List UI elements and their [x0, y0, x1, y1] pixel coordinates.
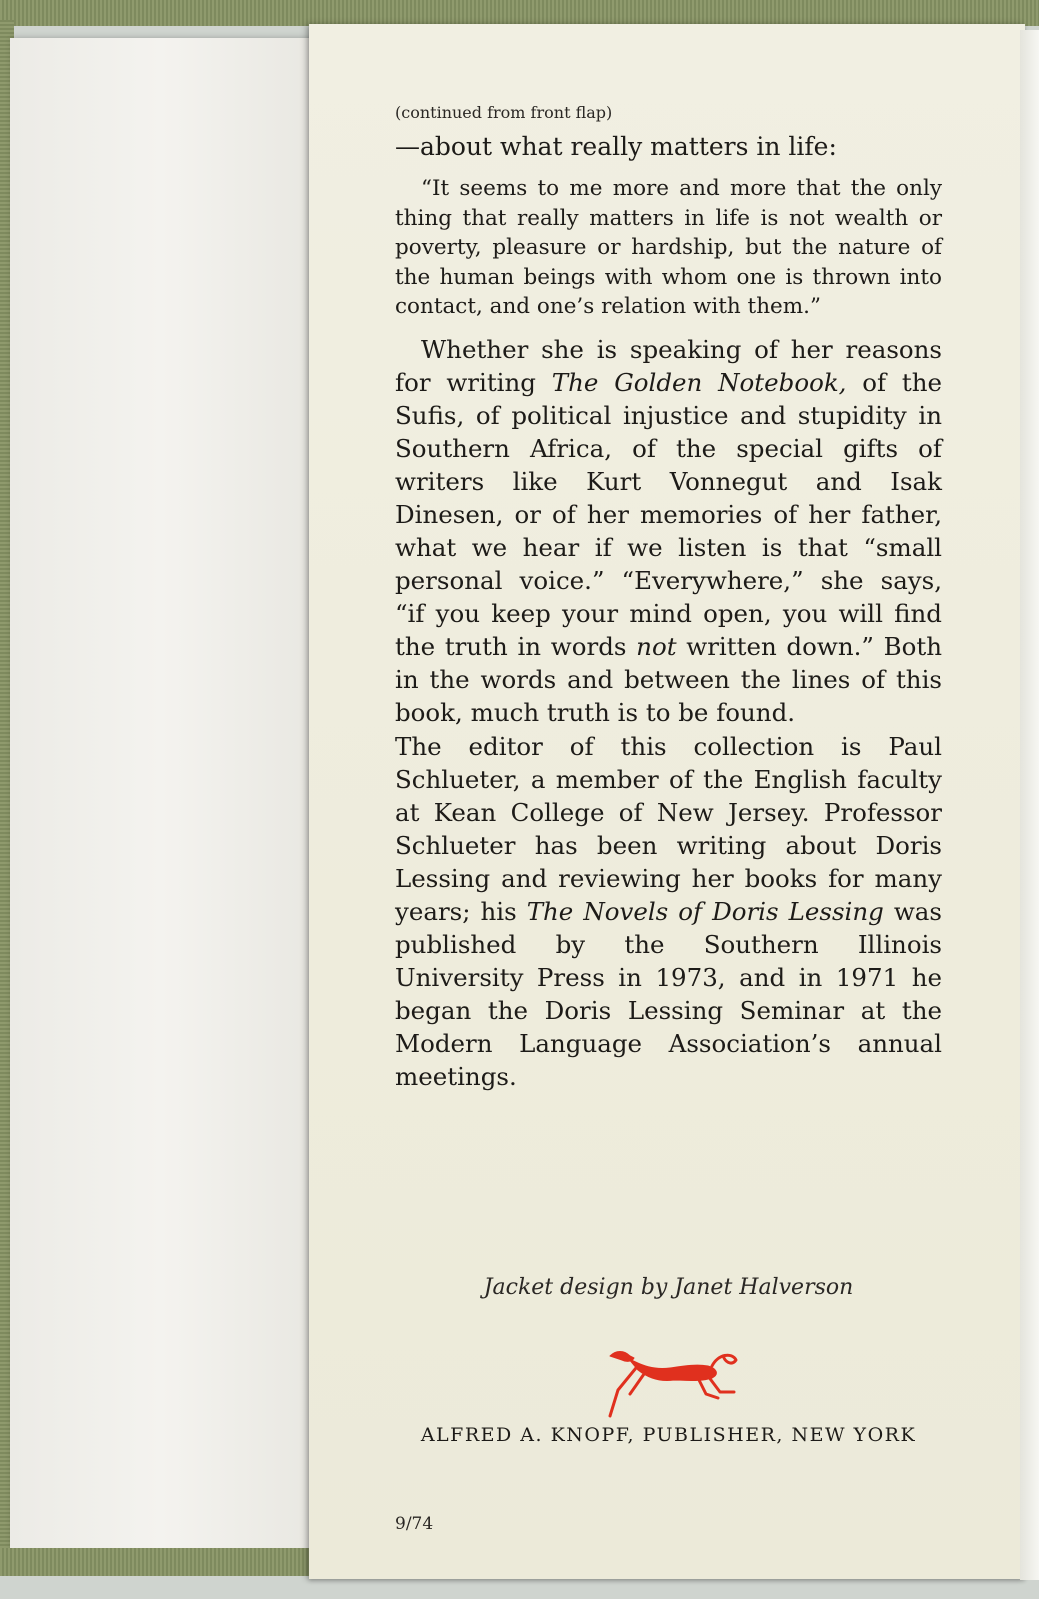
summary-text-3: written down.” Both in the words and between the lines of this book, much truth is to be found. — [395, 632, 942, 727]
book-cloth-top — [0, 0, 1039, 26]
editor-text-1: The editor of this collection is Paul Schlueter, a member of the English faculty at Kean College of New Jersey. Professor Schlueter has been writing about Doris Lessing and reviewing her books for many years; his — [395, 732, 942, 926]
editor-text-2: was published by the Southern Illinois University Press in 1973, and in 1971 he began the Doris Lessing Seminar at the Modern Language Association’s annual meetings. — [395, 897, 942, 1091]
emphasis-not: not — [636, 632, 677, 661]
continued-note: (continued from front flap) — [395, 103, 613, 122]
book-title-golden-notebook: The Golden Notebook, — [551, 368, 847, 397]
borzoi-dog-icon — [608, 1346, 738, 1418]
summary-text-2: of the Sufis, of political injustice and stupidity in Southern Africa, of the special gifts of writers like Kurt Vonnegut and Isak Dinesen, or of her memories of her father, what we hear if we listen is that “small personal voice.” “Everywhere,” she says, “if you keep your mind open, you will find the truth in words — [395, 368, 942, 661]
endpaper — [10, 38, 312, 1550]
summary-text-1: Whether she is speaking of her reasons for writing — [395, 335, 942, 397]
print-date-code: 9/74 — [395, 1514, 434, 1534]
jacket-design-credit: Jacket design by Janet Halverson — [483, 1275, 854, 1300]
editor-paragraph — [395, 730, 942, 1093]
summary-paragraph — [395, 333, 942, 729]
flap-edge — [1020, 30, 1039, 1580]
quote-paragraph: “It seems to me more and more that the only thing that really matters in life is not wealth or poverty, pleasure or hardship, but the nature of the human beings with whom one is thrown into contact, and one’s relation with them.” — [395, 176, 942, 319]
book-cloth-bottom — [0, 1548, 330, 1576]
lead-line: —about what really matters in life: — [395, 132, 837, 161]
publisher-imprint: ALFRED A. KNOPF, PUBLISHER, NEW YORK — [420, 1424, 917, 1446]
book-title-novels: The Novels of Doris Lessing — [526, 897, 884, 926]
